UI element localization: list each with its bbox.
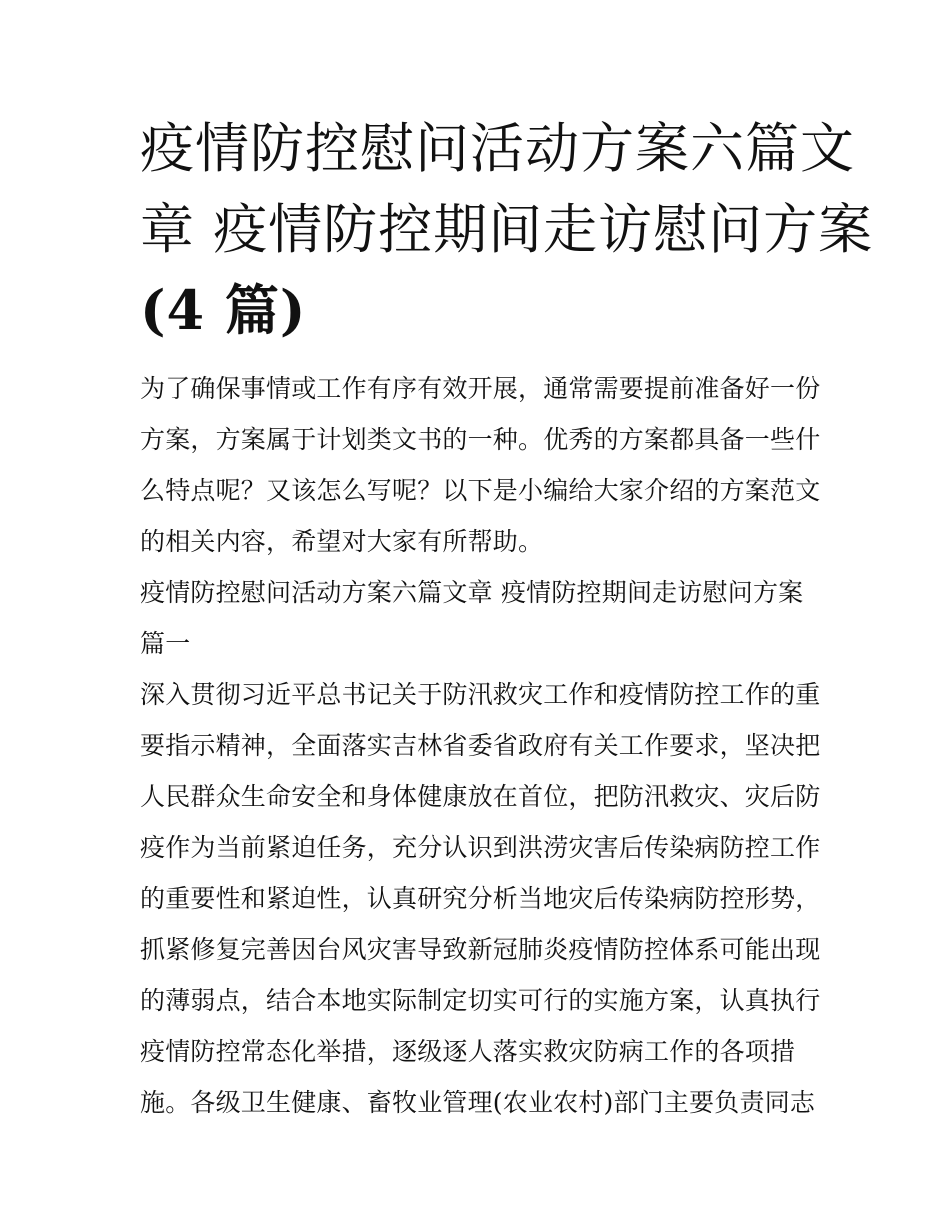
body-line: 要指示精神，全面落实吉林省委省政府有关工作要求，坚决把 <box>140 731 821 760</box>
body-line: 施。各级卫生健康、畜牧业管理(农业农村)部门主要负责同志 <box>140 1088 816 1117</box>
document-body <box>140 363 821 1128</box>
body-line: 人民群众生命安全和身体健康放在首位，把防汛救灾、灾后防 <box>140 782 821 811</box>
title-line-3: (4 篇) <box>140 278 307 342</box>
section-heading-line: 疫情防控慰问活动方案六篇文章 疫情防控期间走访慰问方案 <box>140 578 804 607</box>
intro-line: 为了确保事情或工作有序有效开展，通常需要提前准备好一份 <box>140 374 821 403</box>
section-heading-line: 篇一 <box>140 629 191 658</box>
body-line: 疫情防控常态化举措，逐级逐人落实救灾防病工作的各项措 <box>140 1037 796 1066</box>
intro-line: 方案，方案属于计划类文书的一种。优秀的方案都具备一些什 <box>140 425 821 454</box>
body-line: 的重要性和紧迫性，认真研究分析当地灾后传染病防控形势， <box>140 884 821 913</box>
body-line: 的薄弱点，结合本地实际制定切实可行的实施方案，认真执行 <box>140 986 821 1015</box>
title-line-1: 疫情防控慰问活动方案六篇文 <box>140 117 855 180</box>
document-title <box>140 108 874 351</box>
intro-line: 么特点呢？又该怎么写呢？以下是小编给大家介绍的方案范文 <box>140 476 821 505</box>
intro-paragraph <box>140 363 821 567</box>
title-line-2: 章 疫情防控期间走访慰问方案 <box>140 198 874 261</box>
intro-line: 的相关内容，希望对大家有所帮助。 <box>140 527 544 556</box>
document-content <box>140 108 874 1128</box>
body-paragraph <box>140 669 821 1128</box>
section-heading <box>140 567 816 669</box>
body-line: 疫作为当前紧迫任务，充分认识到洪涝灾害后传染病防控工作 <box>140 833 821 862</box>
body-line: 抓紧修复完善因台风灾害导致新冠肺炎疫情防控体系可能出现 <box>140 935 821 964</box>
body-line: 深入贯彻习近平总书记关于防汛救灾工作和疫情防控工作的重 <box>140 680 821 709</box>
